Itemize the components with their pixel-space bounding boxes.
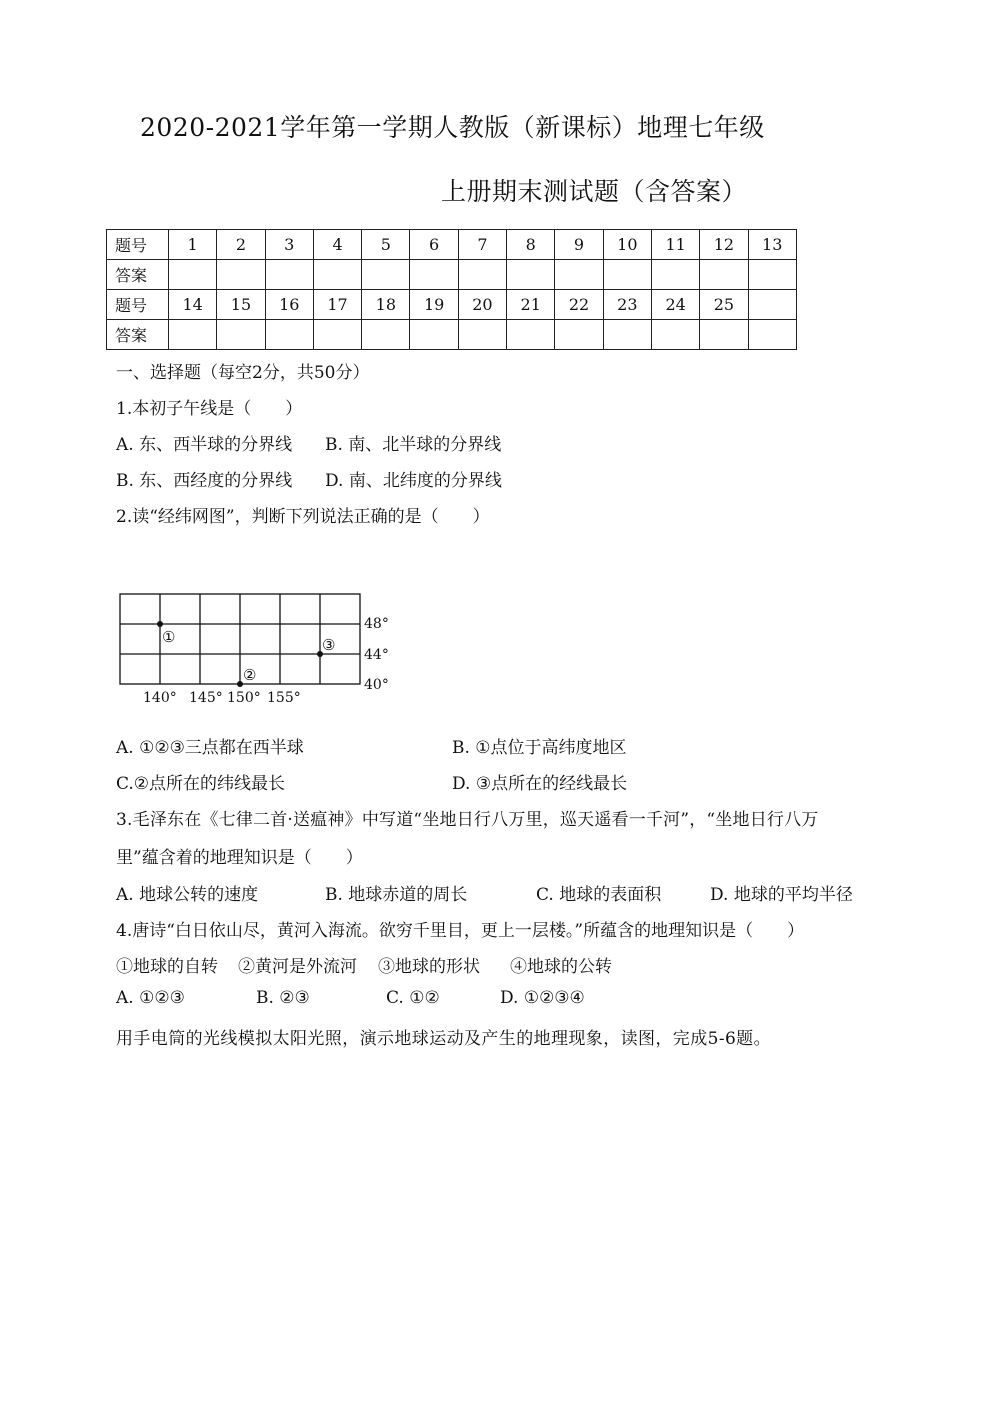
- answer-cell[interactable]: [217, 260, 265, 290]
- q3-option-a: A. 地球公转的速度: [116, 885, 259, 905]
- table-row: [107, 290, 797, 320]
- q3-option-c: C. 地球的表面积: [536, 885, 662, 905]
- lat-label-40: 40°: [364, 677, 389, 693]
- answer-cell[interactable]: [265, 260, 313, 290]
- q4-option-c: C. ①②: [386, 988, 440, 1008]
- table-cell: 9: [555, 230, 603, 260]
- answer-cell[interactable]: [410, 320, 458, 350]
- answer-table: [106, 229, 797, 350]
- q2-stem: 2.读“经纬网图”，判断下列说法正确的是（ ）: [116, 507, 490, 527]
- table-cell: 11: [651, 230, 699, 260]
- q1-option-a: A. 东、西半球的分界线: [116, 435, 293, 455]
- answer-cell[interactable]: [700, 320, 748, 350]
- table-cell: 25: [700, 290, 748, 320]
- answer-cell[interactable]: [458, 320, 506, 350]
- answer-cell[interactable]: [362, 320, 410, 350]
- q2-option-c: C.②点所在的纬线最长: [116, 774, 286, 794]
- answer-cell[interactable]: [169, 260, 217, 290]
- q1-option-c: B. 东、西经度的分界线: [116, 471, 293, 491]
- answer-cell[interactable]: [700, 260, 748, 290]
- table-row: [107, 230, 797, 260]
- lat-lon-grid-figure: [112, 588, 412, 717]
- q4-option-d: D. ①②③④: [500, 988, 585, 1008]
- lon-label-140: 140°: [143, 690, 177, 706]
- answer-cell[interactable]: [748, 260, 796, 290]
- q2-option-a: A. ①②③三点都在西半球: [116, 738, 304, 758]
- table-cell: 1: [169, 230, 217, 260]
- answer-cell[interactable]: [265, 320, 313, 350]
- q5-6-intro: 用手电筒的光线模拟太阳光照，演示地球运动及产生的地理现象，读图，完成5-6题。: [116, 1029, 771, 1049]
- answer-cell[interactable]: [651, 320, 699, 350]
- lon-label-145: 145°: [189, 690, 223, 706]
- q3-option-b: B. 地球赤道的周长: [325, 885, 468, 905]
- q4-item-1: ①地球的自转: [116, 957, 218, 977]
- section-heading: 一、选择题（每空2分，共50分）: [116, 363, 370, 383]
- row-header: 答案: [107, 260, 169, 290]
- table-cell: 17: [313, 290, 361, 320]
- row-header: 题号: [107, 230, 169, 260]
- answer-cell[interactable]: [410, 260, 458, 290]
- table-cell: 3: [265, 230, 313, 260]
- table-cell: [748, 290, 796, 320]
- q4-option-b: B. ②③: [256, 988, 310, 1008]
- table-cell: 24: [651, 290, 699, 320]
- q1-stem: 1.本初子午线是（ ）: [116, 399, 303, 419]
- answer-cell[interactable]: [313, 320, 361, 350]
- table-cell: 23: [603, 290, 651, 320]
- answer-cell[interactable]: [313, 260, 361, 290]
- q2-option-d: D. ③点所在的经线最长: [452, 774, 628, 794]
- row-header: 题号: [107, 290, 169, 320]
- q1-option-b: B. 南、北半球的分界线: [325, 435, 502, 455]
- table-cell: 16: [265, 290, 313, 320]
- title-line-2: 上册期末测试题（含答案）: [441, 177, 748, 206]
- q3-stem-line-1: 3.毛泽东在《七律二首·送瘟神》中写道“坐地日行八万里，巡天遥看一千河”，“坐地日行八万: [116, 810, 819, 830]
- table-cell: 2: [217, 230, 265, 260]
- lon-label-155: 155°: [267, 690, 301, 706]
- q3-stem-line-2: 里”蕴含着的地理知识是（ ）: [116, 848, 363, 868]
- lon-label-150: 150°: [227, 690, 261, 706]
- title-line-1: 2020-2021学年第一学期人教版（新课标）地理七年级: [140, 113, 765, 142]
- table-row: [107, 320, 797, 350]
- table-cell: 22: [555, 290, 603, 320]
- table-cell: 5: [362, 230, 410, 260]
- answer-cell[interactable]: [555, 320, 603, 350]
- table-cell: 19: [410, 290, 458, 320]
- table-cell: 20: [458, 290, 506, 320]
- point-1-label: ①: [162, 628, 176, 646]
- q4-item-3: ③地球的形状: [378, 957, 480, 977]
- table-cell: 13: [748, 230, 796, 260]
- answer-cell[interactable]: [217, 320, 265, 350]
- answer-cell[interactable]: [362, 260, 410, 290]
- point-1-dot: [157, 621, 163, 627]
- table-cell: 18: [362, 290, 410, 320]
- grid-svg: [112, 588, 412, 713]
- table-cell: 7: [458, 230, 506, 260]
- q3-option-d: D. 地球的平均半径: [710, 885, 853, 905]
- table-cell: 10: [603, 230, 651, 260]
- table-cell: 15: [217, 290, 265, 320]
- table-cell: 14: [169, 290, 217, 320]
- answer-cell[interactable]: [651, 260, 699, 290]
- table-cell: 12: [700, 230, 748, 260]
- q4-option-a: A. ①②③: [116, 988, 185, 1008]
- point-2-label: ②: [243, 666, 257, 684]
- q4-stem: 4.唐诗“白日依山尽，黄河入海流。欲穷千里目，更上一层楼。”所蕴含的地理知识是（ ）: [116, 921, 805, 941]
- answer-cell[interactable]: [748, 320, 796, 350]
- lat-label-44: 44°: [364, 647, 389, 663]
- answer-cell[interactable]: [555, 260, 603, 290]
- answer-cell[interactable]: [169, 320, 217, 350]
- row-header: 答案: [107, 320, 169, 350]
- q2-option-b: B. ①点位于高纬度地区: [452, 738, 627, 758]
- table-cell: 6: [410, 230, 458, 260]
- q4-item-2: ②黄河是外流河: [238, 957, 357, 977]
- table-cell: 4: [313, 230, 361, 260]
- table-cell: 21: [507, 290, 555, 320]
- point-3-label: ③: [322, 636, 336, 654]
- table-cell: 8: [507, 230, 555, 260]
- answer-cell[interactable]: [507, 320, 555, 350]
- table-row: [107, 260, 797, 290]
- answer-cell[interactable]: [603, 260, 651, 290]
- answer-cell[interactable]: [507, 260, 555, 290]
- answer-cell[interactable]: [603, 320, 651, 350]
- q4-item-4: ④地球的公转: [510, 957, 612, 977]
- lat-label-48: 48°: [364, 616, 389, 632]
- q1-option-d: D. 南、北纬度的分界线: [325, 471, 502, 491]
- answer-cell[interactable]: [458, 260, 506, 290]
